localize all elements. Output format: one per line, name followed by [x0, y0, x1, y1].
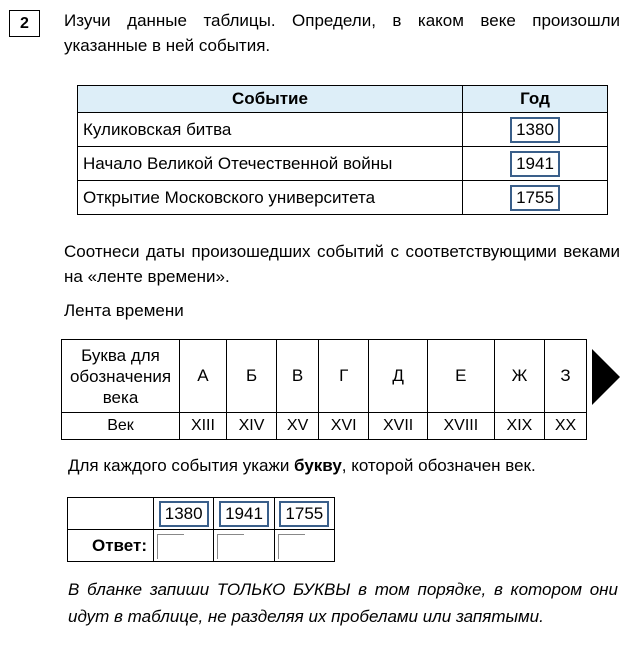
- century-value: XVIII: [427, 413, 494, 440]
- century-value: XIII: [180, 413, 227, 440]
- century-value: XX: [545, 413, 587, 440]
- century-letter: А: [180, 340, 227, 413]
- timeline-table: [61, 339, 587, 440]
- timeline-centuries-row: [62, 413, 587, 440]
- century-letter: З: [545, 340, 587, 413]
- table-row: [78, 113, 608, 147]
- header-event: Событие: [78, 86, 463, 113]
- table-row: [78, 181, 608, 215]
- events-table: [77, 85, 608, 215]
- century-label: Век: [62, 413, 180, 440]
- century-letter: Г: [319, 340, 369, 413]
- answer-input-row: [68, 530, 335, 562]
- century-value: XIV: [226, 413, 276, 440]
- task-number: 2: [9, 10, 40, 37]
- emphasis-word: букву: [294, 456, 342, 475]
- century-letter: Д: [369, 340, 428, 413]
- answer-cell[interactable]: [274, 530, 334, 562]
- instruction-note: В бланке запиши ТОЛЬКО БУКВЫ в том порядке, в котором они идут в таблице, не разделяя их пробелами или запятыми.: [68, 580, 618, 626]
- answer-table: [67, 497, 335, 562]
- answer-cell[interactable]: [154, 530, 214, 562]
- legend-line: Буква для: [81, 345, 160, 365]
- event-year: 1755: [510, 185, 560, 211]
- century-letter: Ж: [494, 340, 544, 413]
- task-text: Изучи данные таблицы. Определи, в каком веке произошли указанные в ней события.: [64, 11, 620, 55]
- header-year: Год: [463, 86, 608, 113]
- timeline-arrow-icon: [592, 349, 620, 405]
- legend-line: века: [102, 387, 139, 407]
- answer-year: 1380: [159, 501, 209, 527]
- answer-cell[interactable]: [214, 530, 274, 562]
- answer-year: 1755: [279, 501, 329, 527]
- century-value: XVI: [319, 413, 369, 440]
- matching-instruction: Соотнеси даты произошедших событий с соответствующими веками на «ленте времени».: [64, 242, 620, 286]
- event-name: Начало Великой Отечественной войны: [78, 147, 463, 181]
- events-table-header: [78, 86, 608, 113]
- table-row: [78, 147, 608, 181]
- century-value: XIX: [494, 413, 544, 440]
- century-letter: Е: [427, 340, 494, 413]
- timeline-title: Лента времени: [64, 301, 184, 320]
- event-year: 1380: [510, 117, 560, 143]
- answer-header-row: [68, 498, 335, 530]
- timeline-letters-row: [62, 340, 587, 413]
- answer-year: 1941: [219, 501, 269, 527]
- timeline-legend: [62, 340, 180, 413]
- event-name: Открытие Московского университета: [78, 181, 463, 215]
- event-year: 1941: [510, 151, 560, 177]
- event-name: Куликовская битва: [78, 113, 463, 147]
- answer-label: Ответ:: [68, 530, 154, 562]
- answer-instruction: Для каждого события укажи букву, которой обозначен век.: [68, 456, 536, 475]
- century-letter: Б: [226, 340, 276, 413]
- century-value: XV: [277, 413, 319, 440]
- century-letter: В: [277, 340, 319, 413]
- legend-line: обозначения: [69, 366, 172, 386]
- century-value: XVII: [369, 413, 428, 440]
